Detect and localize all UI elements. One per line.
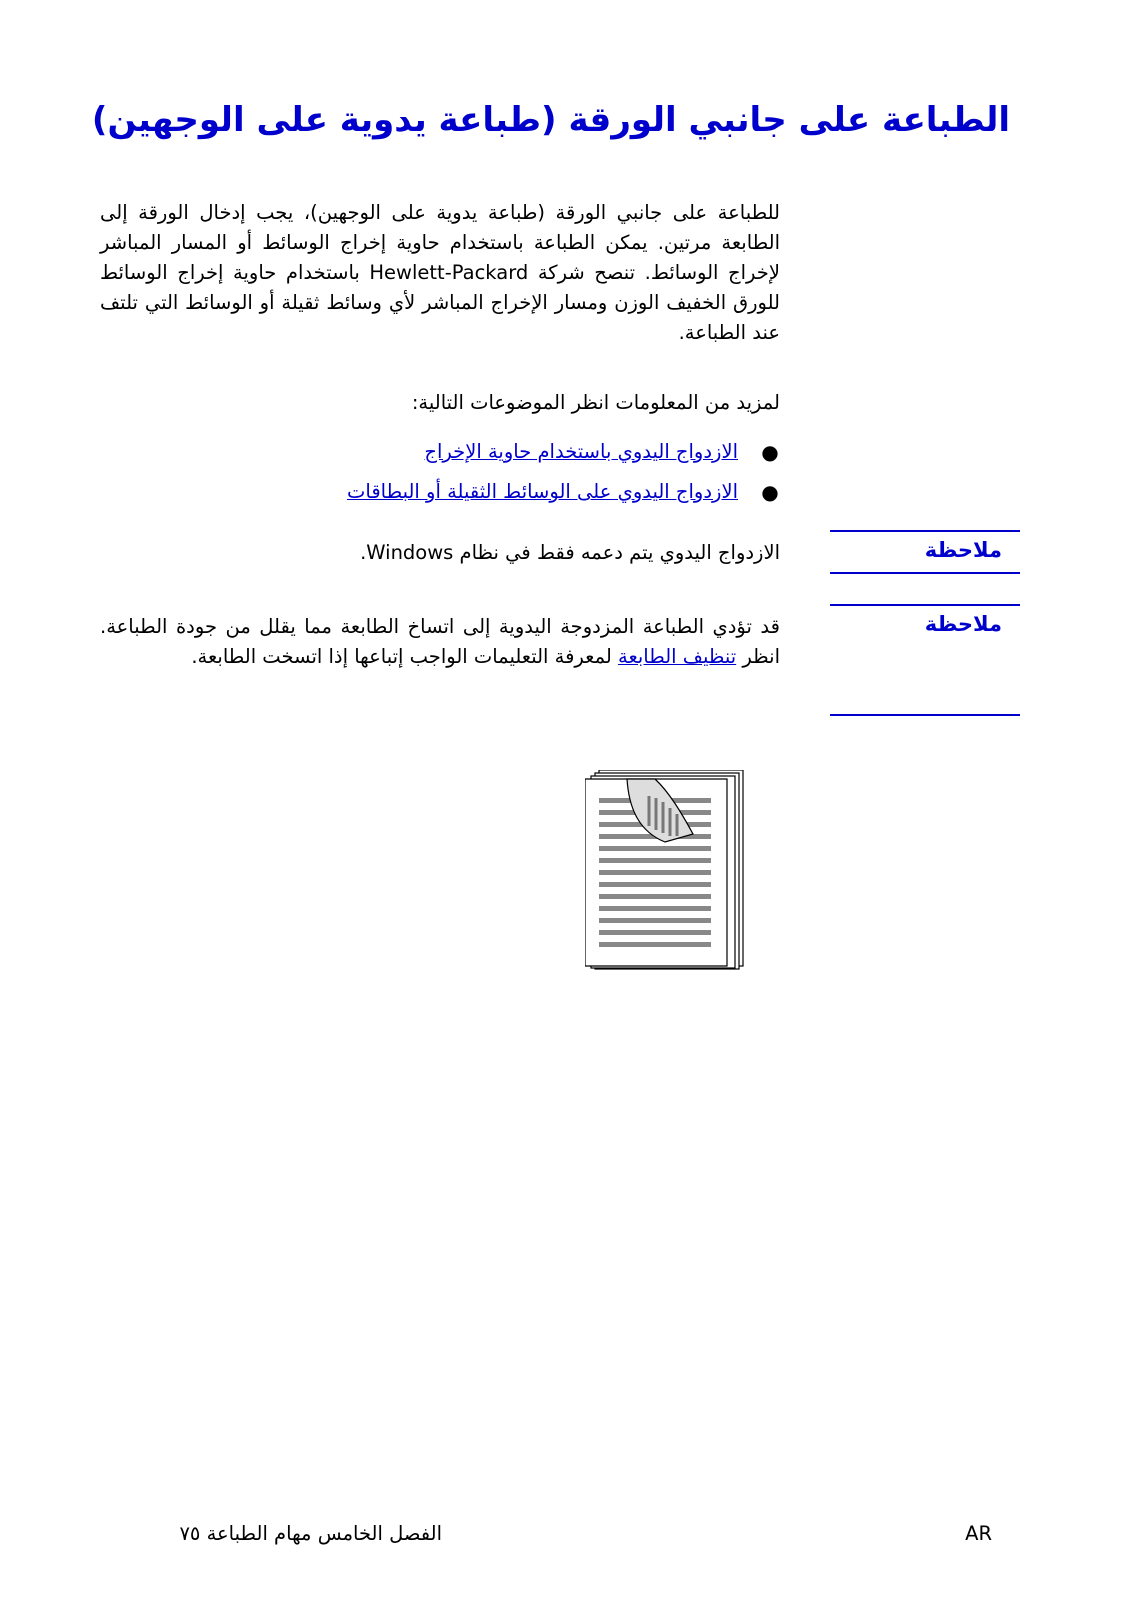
page-footer-chapter: الفصل الخامس مهام الطباعة ٧٥ [179,1522,442,1545]
note-divider [830,572,1020,574]
more-info-label: لمزيد من المعلومات انظر الموضوعات التالية: [411,391,780,414]
topic-link-duplex-output-bin[interactable]: الازدواج اليدوي باستخدام حاوية الإخراج [424,440,738,463]
list-item [100,472,780,512]
topic-link-duplex-heavy-media[interactable]: الازدواج اليدوي على الوسائط الثقيلة أو البطاقات [347,480,738,503]
note-text: الازدواج اليدوي يتم دعمه فقط في نظام Windows. [360,541,780,564]
note-divider [830,714,1020,716]
topic-list [100,432,780,512]
note-text [100,612,780,672]
note-text-before: قد تؤدي الطباعة المزدوجة اليدوية إلى اتساخ الطابعة مما يقلل من جودة الطباعة. انظر [100,615,780,668]
bullet-icon: ● [761,440,779,464]
page-title: الطباعة على جانبي الورقة (طباعة يدوية على الوجهين) [91,100,1010,140]
page-footer-lang: AR [965,1522,992,1545]
note-label: ملاحظة [924,538,1002,562]
note-divider [830,604,1020,606]
note-text-after: لمعرفة التعليمات الواجب إتباعها إذا اتسخت الطابعة. [191,645,619,668]
note-label: ملاحظة [924,612,1002,636]
note-divider [830,530,1020,532]
intro-paragraph: للطباعة على جانبي الورقة (طباعة يدوية على الوجهين)، يجب إدخال الورقة إلى الطابعة مرتين. يمكن الطباعة باستخدام حاوية إخراج الوسائط أو المسار المباشر لإخراج الوسائط. تنصح شركة Hewlett-Packard باستخدام حاوية إخراج الوسائط للورق الخفيف الوزن ومسار الإخراج المباشر لأي وسائط ثقيلة أو الوسائط التي تلتف عند الطباعة. [100,201,780,344]
bullet-icon: ● [761,480,779,504]
list-item [100,432,780,472]
clean-printer-link[interactable]: تنظيف الطابعة [618,645,737,668]
duplex-page-icon [585,770,745,970]
